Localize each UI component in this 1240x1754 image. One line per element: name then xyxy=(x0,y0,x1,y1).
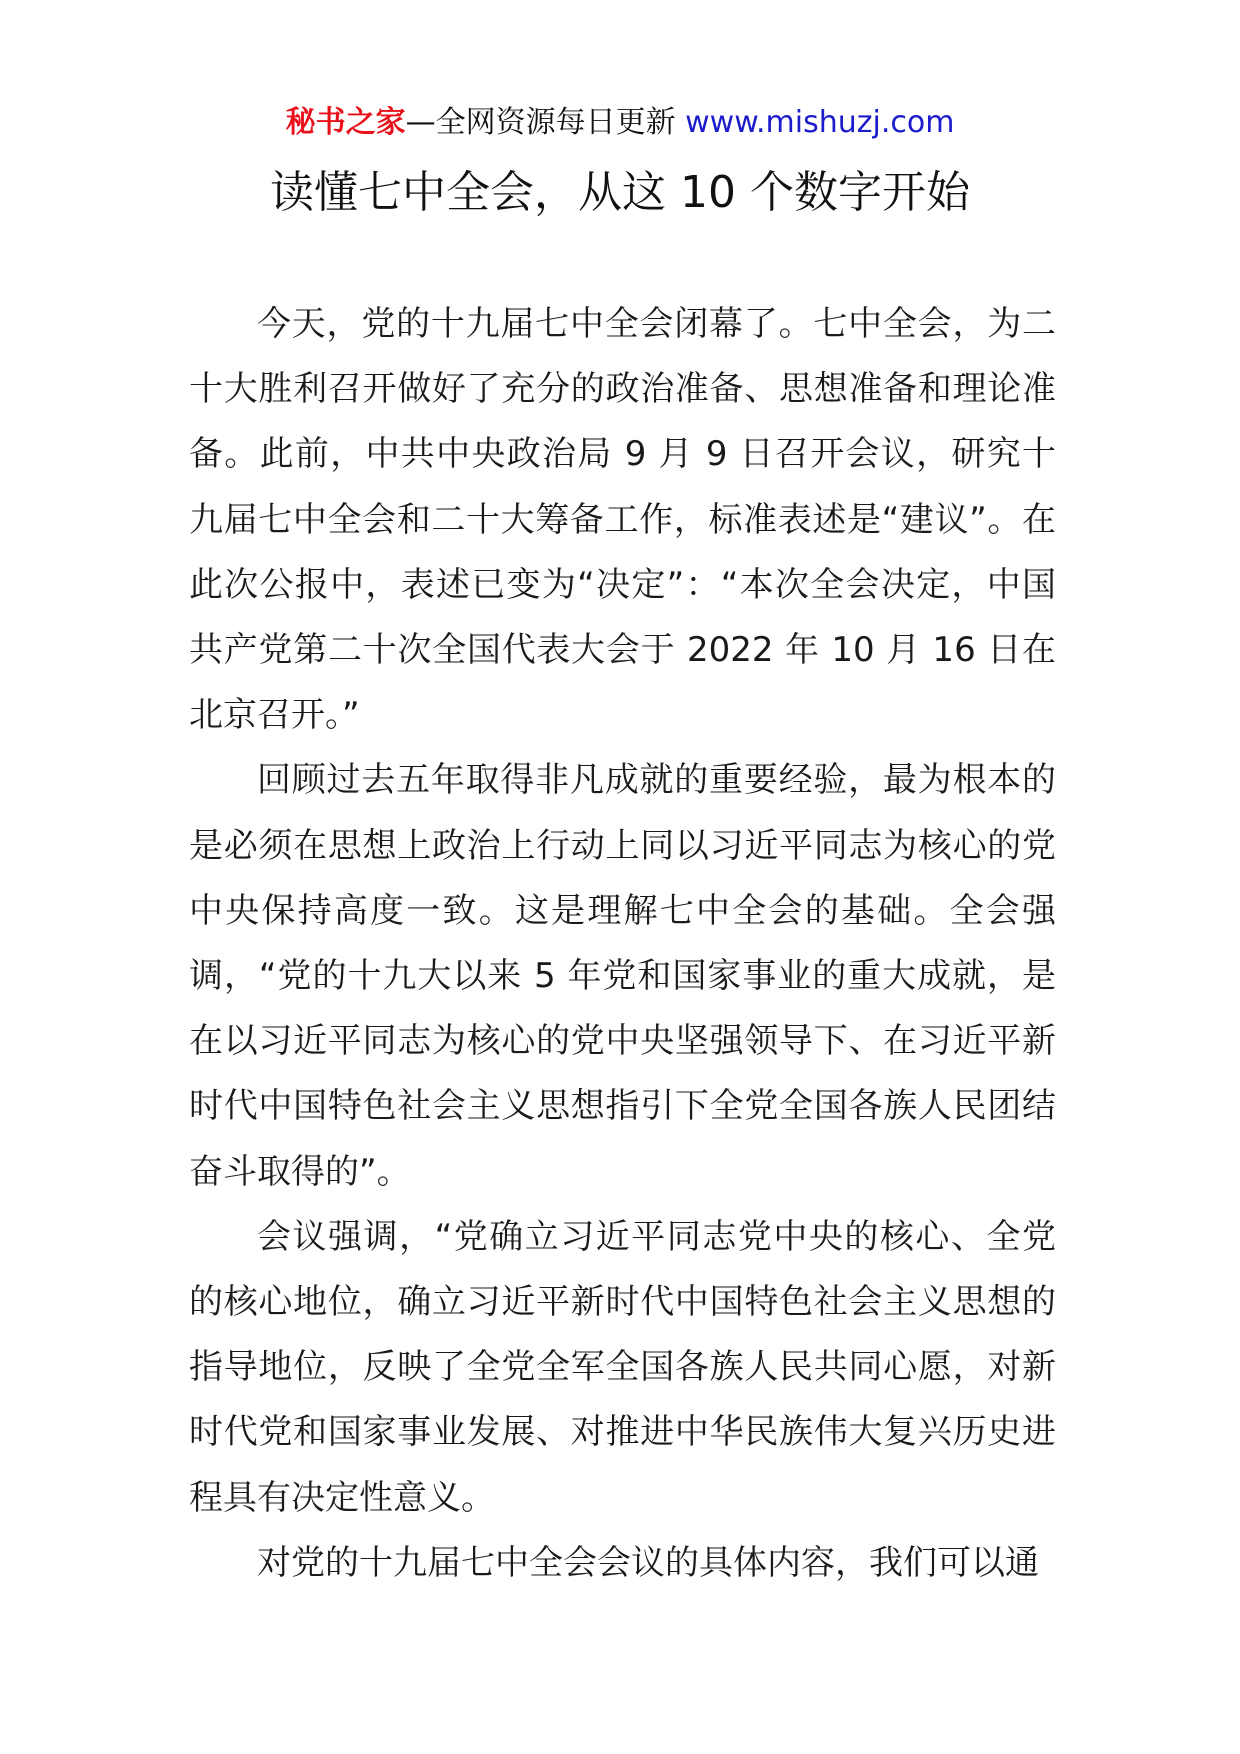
paragraph-2: 回顾过去五年取得非凡成就的重要经验，最为根本的是必须在思想上政治上行动上同以习近平同志为核心的党中央保持高度一致。这是理解七中全会的基础。全会强调，“党的十九大以来 5 年党和国家事业的重大成就，是在以习近平同志为核心的党中央坚强领导下、在习近平新时代中国特色社会主义思想指引下全党全国各族人民团结奋斗取得的”。 xyxy=(189,760,1056,1192)
paragraph-1: 今天，党的十九届七中全会闭幕了。七中全会，为二十大胜利召开做好了充分的政治准备、思想准备和理论准备。此前，中共中央政治局 9 月 9 日召开会议，研究十九届七中全会和二十大筹备工作，标准表述是“建议”。在此次公报中，表述已变为“决定”：“本次全会决定，中国共产党第二十次全国代表大会于 2022 年 10 月 16 日在北京召开。” xyxy=(189,304,1056,736)
header-slogan: —全网资源每日更新 xyxy=(405,105,676,140)
document-body xyxy=(189,292,1056,1596)
site-url-link[interactable]: www.mishuzj.com xyxy=(685,105,955,140)
paragraph-3: 会议强调，“党确立习近平同志党中央的核心、全党的核心地位，确立习近平新时代中国特色社会主义思想的指导地位，反映了全党全军全国各族人民共同心愿，对新时代党和国家事业发展、对推进中华民族伟大复兴历史进程具有决定性意义。 xyxy=(189,1216,1056,1518)
paragraph-4: 对党的十九届七中全会会议的具体内容，我们可以通 xyxy=(257,1542,1039,1583)
document-title: 读懂七中全会，从这 10 个数字开始 xyxy=(270,167,970,218)
site-header xyxy=(0,103,1240,143)
brand-name: 秘书之家 xyxy=(285,105,406,140)
